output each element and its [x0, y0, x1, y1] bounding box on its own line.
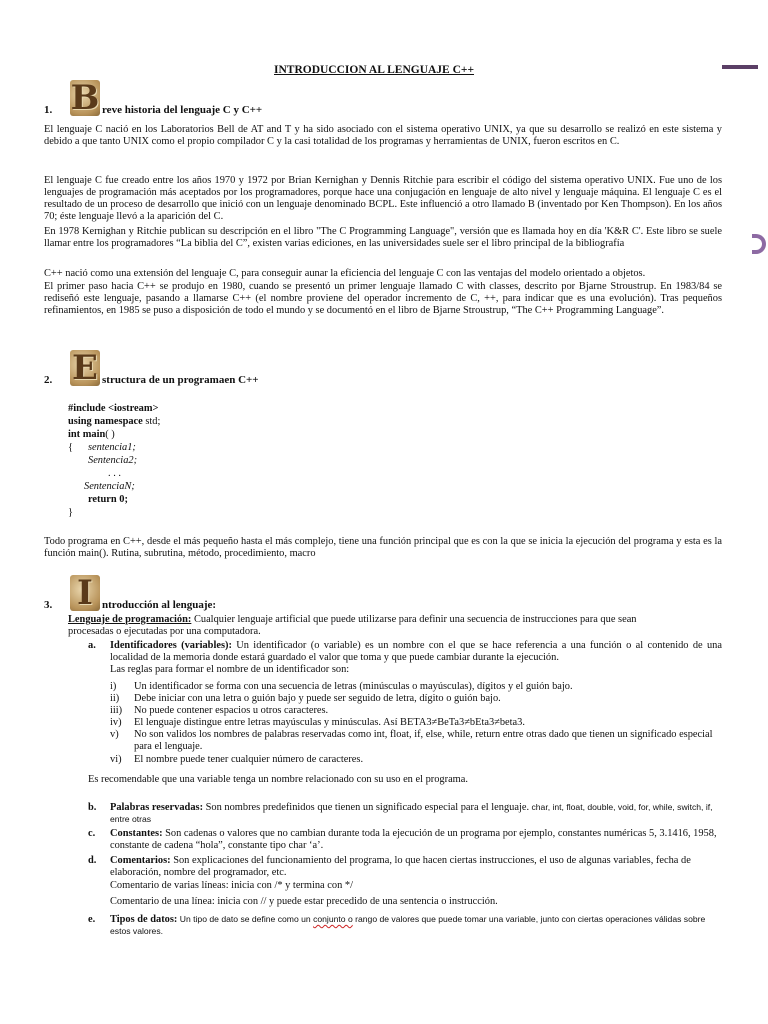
section-2-heading [44, 350, 259, 386]
paragraph: El lenguaje C nació en los Laboratorios Bell de AT and T y ha sido asociado con el sistema operativo UNIX, ya que su desarrollo se realizó en este sistema y debido a que tanto UNIX como el propio compilador C y la casi totalidad de los programas y herramientas de UNIX, fueron escritos en C. [44, 124, 722, 148]
paragraph: En 1978 Kernighan y Ritchie publican su descripción en el libro "The C Programming Language", versión que es llamada hoy en día 'K&R C'. Este libro se suele llamar entre los programadores “La biblia del C”, existen varias ediciones, en las universidades suele ser el libro principal de la bibliografía [44, 226, 722, 250]
code-brace: } [68, 507, 73, 518]
list-marker: b. [88, 802, 97, 813]
term-text: procesadas o ejecutadas por una computadora. [68, 626, 261, 638]
code-text: . . . [108, 468, 121, 479]
section-heading-text: structura de un programaen C++ [102, 373, 259, 386]
section-heading-text: reve historia del lenguaje C y C++ [102, 103, 263, 116]
rule-item [110, 705, 722, 717]
rule-text: Un identificador se forma con una secuencia de letras (minúsculas o mayúsculas), dígitos y el guión bajo. [134, 681, 573, 692]
term-label: Comentarios: [110, 855, 171, 866]
rule-marker: ii) [110, 693, 120, 705]
rule-text: No puede contener espacios u otros caracteres. [134, 705, 329, 717]
code-brace: { [68, 442, 73, 453]
rule-marker: v) [110, 729, 119, 741]
code-text: std; [142, 416, 161, 427]
rule-text: El nombre puede tener cualquier número de caracteres. [134, 753, 364, 765]
dropcap-i: I [70, 575, 100, 611]
term-text: Un identificador (o variable) es un nombre con el que se hace referencia a una función o al contenido de una localidad de la memoria donde estará guardado el valor que toma y que puede cambiar durante la ejecución. [110, 640, 722, 664]
rule-marker: iv) [110, 717, 122, 729]
section-heading-text: ntroducción al lenguaje: [102, 598, 217, 611]
paragraph: C++ nació como una extensión del lenguaje C, para conseguir aunar la eficiencia del lenguaje C con las ventajas del modelo orientado a objetos. [44, 268, 646, 279]
rule-item [110, 693, 722, 705]
decorative-mark [752, 234, 766, 254]
section-1-heading [44, 80, 262, 116]
decorative-line [722, 65, 758, 69]
comment-singleline: Comentario de una línea: inicia con // y puede estar precedido de una sentencia o instrucción. [110, 896, 498, 908]
dropcap-b: B [70, 78, 100, 118]
term-label: Palabras reservadas: [110, 802, 204, 813]
list-marker: e. [88, 914, 96, 925]
rule-item [110, 681, 722, 693]
keyword-examples: char, int, float, double, void, for, while, switch, if, entre otras [110, 802, 713, 825]
comment-multiline: Comentario de varias líneas: inicia con /* y termina con */ [110, 880, 353, 892]
list-item-a [88, 640, 722, 676]
term-label: Lenguaje de programación: [68, 614, 192, 625]
document-title: INTRODUCCION AL LENGUAJE C++ [274, 64, 475, 76]
code-text: SentenciaN; [84, 481, 135, 492]
rule-item [110, 717, 722, 729]
code-keyword: return 0; [88, 494, 128, 505]
rule-text: El lenguaje distingue entre letras mayúsculas y minúsculas. Así BETA3≠BeTa3≠bEta3≠beta3. [134, 717, 525, 729]
rule-item [110, 754, 722, 766]
list-item-c [88, 828, 722, 852]
list-marker: a. [88, 640, 96, 651]
term-label: Constantes: [110, 828, 163, 839]
list-item-b [88, 802, 722, 826]
rule-marker: vi) [110, 753, 122, 765]
rule-marker: iii) [110, 705, 123, 717]
term-text: Son cadenas o valores que no cambian durante toda la ejecución de un programa por ejemplo, constantes numéricas 5, 3.1416, 1958, constante de cadena “hola”, constante tipo char ‘a’. [110, 828, 717, 852]
definition-lenguaje [68, 614, 722, 638]
paragraph: El primer paso hacia C++ se produjo en 1980, cuando se presentó un primer lenguaje llamado C with classes, descrito por Bjarne Stroustrup. En 1983/84 se rediseñó este lenguaje, pasando a llamarse C++ (el nombre proviene del operador incremento de C, ++, para indicar que es una evolución). Tras pequeños refinamientos, en 1985 se puso a disposición de todo el mundo y se documentó en el libro de Bjarne Stroustrup, “The C++ Programming Language”. [44, 281, 722, 317]
list-item-e [88, 914, 722, 938]
code-block [68, 402, 368, 519]
dropcap-e: E [70, 350, 100, 386]
section-3-heading [44, 575, 216, 611]
term-text: Cualquier lenguaje artificial que puede utilizarse para definir una secuencia de instrucciones para que sean [191, 614, 637, 625]
list-marker: c. [88, 828, 96, 839]
section-number: 2. [44, 373, 53, 386]
list-marker: d. [88, 855, 97, 866]
term-text: Son nombres predefinidos que tienen un significado especial para el lenguaje. [203, 802, 530, 813]
term-label: Identificadores (variables): [110, 640, 232, 651]
term-text: rango de valores que puede tomar una variable, junto con ciertas operaciones válidas sobre estos valores. [110, 914, 706, 937]
code-line: #include <iostream> [68, 403, 159, 414]
rules-intro: Las reglas para formar el nombre de un identificador son: [110, 664, 350, 676]
section-number: 1. [44, 103, 53, 116]
code-keyword: int main [68, 429, 106, 440]
list-item-d [88, 855, 722, 908]
term-text: Son explicaciones del funcionamiento del programa, lo que hacen ciertas instrucciones, el uso de algunas variables, fecha de elaboración, nombre del programador, etc. [110, 855, 691, 879]
rule-item [110, 729, 722, 753]
section-number: 3. [44, 598, 53, 611]
paragraph: El lenguaje C fue creado entre los años 1970 y 1972 por Brian Kernighan y Dennis Ritchie para escribir el código del sistema operativo UNIX. Fue uno de los lenguajes de programación más aceptados por los programadores, porque hace una conjugación en lenguaje de alto nivel y lenguaje máquina. El lenguaje C es el resultado de un proceso de desarrollo que inició con un lenguaje denominado BCPL. Este influenció a otro llamado B (inventado por Ken Thompson). En los años 70; éste lenguaje llevó a la aparición del C. [44, 175, 722, 223]
code-text: ( ) [105, 429, 115, 440]
code-keyword: using namespace [68, 416, 143, 427]
paragraph: Todo programa en C++, desde el más pequeño hasta el más complejo, tiene una función principal que es con la que se inicia la ejecución del programa y esta es la función main(). Rutina, subrutina, método, procedimiento, macro [44, 536, 722, 560]
code-text: sentencia1; [88, 442, 136, 453]
rules-list [110, 681, 722, 766]
term-label: Tipos de datos: [110, 914, 178, 925]
recommendation: Es recomendable que una variable tenga un nombre relacionado con su uso en el programa. [88, 774, 468, 785]
rule-text: Debe iniciar con una letra o guión bajo y puede ser seguido de letra, dígito o guión bajo. [134, 693, 501, 705]
rule-marker: i) [110, 681, 117, 692]
term-text: Un tipo de dato se define como un [177, 914, 314, 924]
rule-text: No son validos los nombres de palabras reservadas como int, float, if, else, while, return entre otras dado que tienen un significado especial para el lenguaje. [134, 729, 713, 753]
spellcheck-word: conjunto o [313, 914, 353, 924]
code-text: Sentencia2; [88, 455, 138, 466]
